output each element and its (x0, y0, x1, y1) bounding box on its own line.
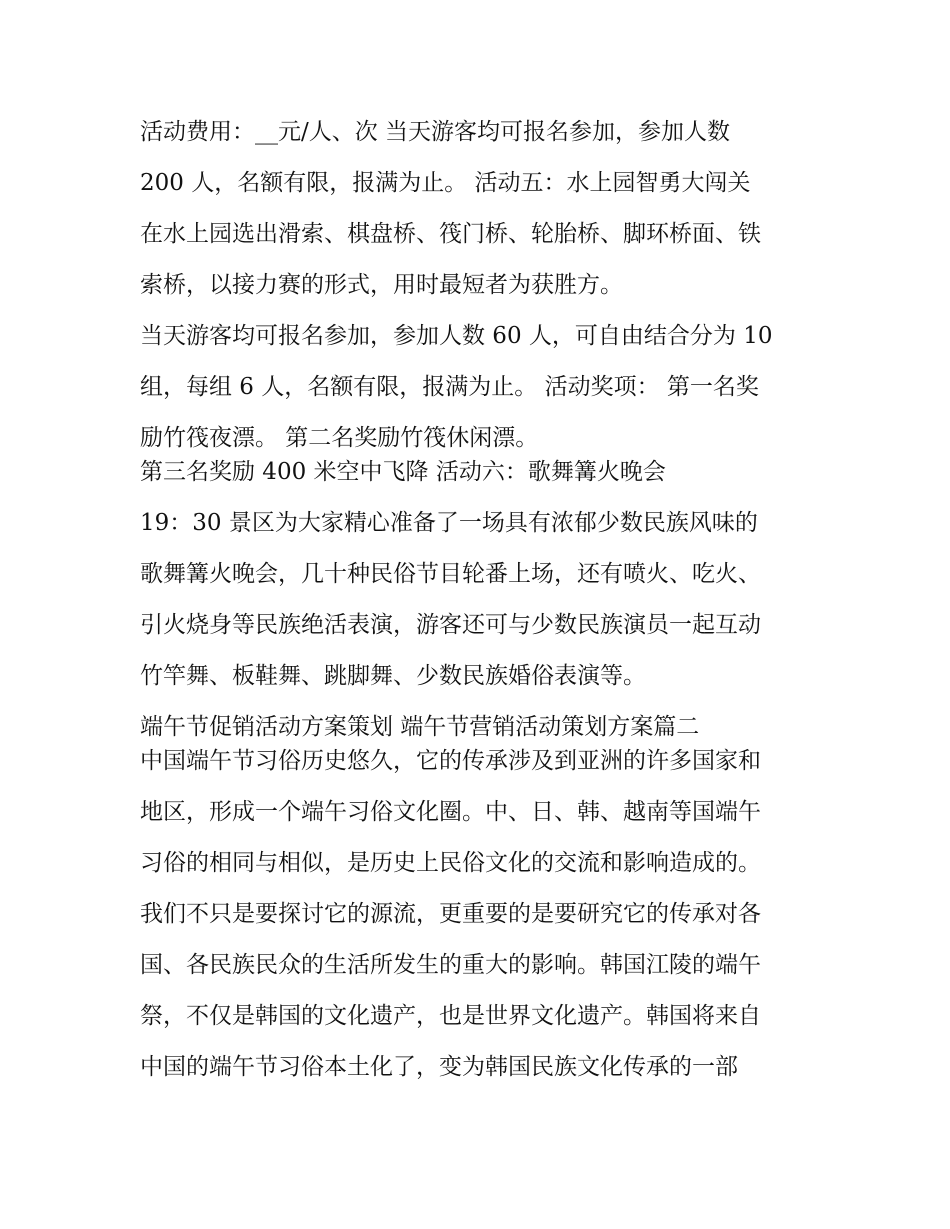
text-line-9: 19：30 景区为大家精心准备了一场具有浓郁少数民族风味的 (140, 510, 758, 536)
text-line-19: 祭，不仅是韩国的文化遗产，也是世界文化遗产。韩国将来自 (140, 1003, 761, 1029)
text-line-6: 组，每组 6 人，名额有限，报满为止。 活动奖项： 第一名奖 (140, 374, 759, 400)
text-line-8: 第三名奖励 400 米空中飞降 活动六：歌舞篝火晚会 (140, 459, 666, 485)
text-line-15: 地区，形成一个端午习俗文化圈。中、日、韩、越南等国端午 (140, 799, 761, 825)
section-heading: 端午节促销活动方案策划 端午节营销活动策划方案篇二 (140, 714, 700, 740)
text-line-7: 励竹筏夜漂。 第二名奖励竹筏休闲漂。 (140, 425, 539, 451)
text-line-18: 国、各民族民众的生活所发生的重大的影响。韩国江陵的端午 (140, 952, 761, 978)
text-line-20: 中国的端午节习俗本土化了，变为韩国民族文化传承的一部 (140, 1054, 738, 1080)
text-line-5: 当天游客均可报名参加，参加人数 60 人，可自由结合分为 10 (140, 323, 773, 349)
text-line-14: 中国端午节习俗历史悠久，它的传承涉及到亚洲的许多国家和 (140, 748, 761, 774)
text-line-1: 活动费用：__元/人、次 当天游客均可报名参加，参加人数 (140, 119, 731, 145)
text-line-10: 歌舞篝火晚会，几十种民俗节目轮番上场，还有喷火、吃火、 (140, 561, 761, 587)
text-line-12: 竹竿舞、板鞋舞、跳脚舞、少数民族婚俗表演等。 (140, 663, 646, 689)
text-line-11: 引火烧身等民族绝活表演，游客还可与少数民族演员一起互动 (140, 612, 761, 638)
text-line-4: 索桥，以接力赛的形式，用时最短者为获胜方。 (140, 272, 623, 298)
text-line-16: 习俗的相同与相似，是历史上民俗文化的交流和影响造成的。 (140, 850, 761, 876)
body-text (140, 107, 820, 1097)
text-line-2: 200 人，名额有限，报满为止。 活动五：水上园智勇大闯关 (140, 170, 751, 196)
text-line-3: 在水上园选出滑索、棋盘桥、筏门桥、轮胎桥、脚环桥面、铁 (140, 221, 761, 247)
text-line-17: 我们不只是要探讨它的源流，更重要的是要研究它的传承对各 (140, 901, 761, 927)
